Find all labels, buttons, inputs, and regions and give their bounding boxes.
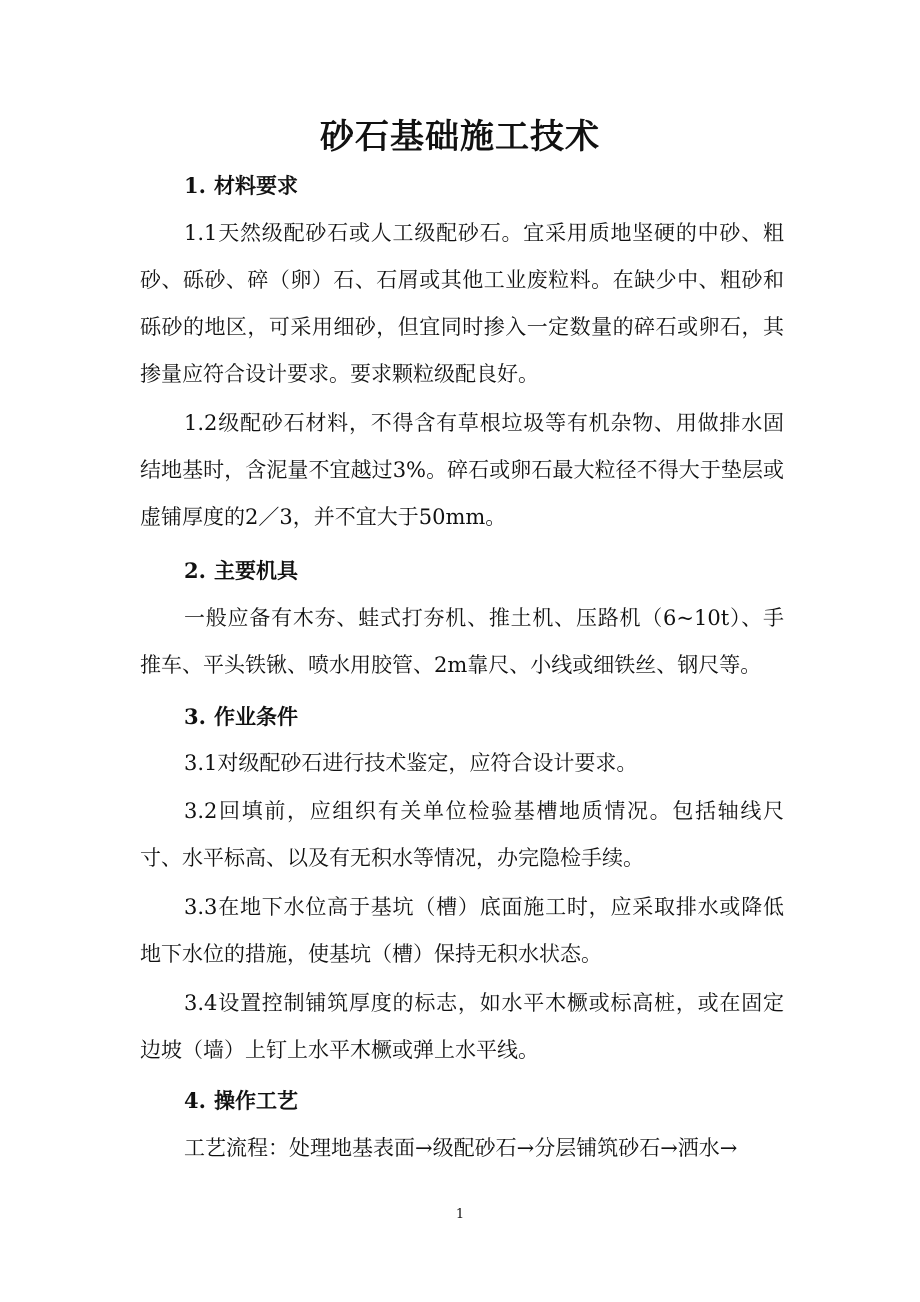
paragraph-4: 工艺流程：处理地基表面→级配砂石→分层铺筑砂石→洒水→ xyxy=(184,1136,738,1160)
section-heading-process xyxy=(184,1086,298,1116)
section-number: 1. xyxy=(184,173,206,198)
document-title: 砂石基础施工技术 xyxy=(320,117,600,157)
section-heading-equipment xyxy=(184,556,298,586)
paragraph-3-1: 3.1对级配砂石进行技术鉴定，应符合设计要求。 xyxy=(184,751,638,775)
section-number: 3. xyxy=(184,704,206,729)
paragraph-3-3: 3.3在地下水位高于基坑（槽）底面施工时，应采取排水或降低地下水位的措施，使基坑（槽）保持无积水状态。 xyxy=(140,895,784,966)
paragraph-3-4: 3.4设置控制铺筑厚度的标志，如水平木橛或标高桩，或在固定边坡（墙）上钉上水平木橛或弹上水平线。 xyxy=(140,991,784,1062)
paragraph-1-1: 1.1天然级配砂石或人工级配砂石。宜采用质地坚硬的中砂、粗砂、砾砂、碎（卵）石、石屑或其他工业废粒料。在缺少中、粗砂和砾砂的地区，可采用细砂，但宜同时掺入一定数量的碎石或卵石，其掺量应符合设计要求。要求颗粒级配良好。 xyxy=(140,221,784,386)
section-title: 作业条件 xyxy=(214,704,298,729)
section-heading-materials xyxy=(184,171,298,201)
paragraph-2: 一般应备有木夯、蛙式打夯机、推土机、压路机（6~10t）、手推车、平头铁锹、喷水用胶管、2m靠尺、小线或细铁丝、钢尺等。 xyxy=(140,606,784,677)
page-number: 1 xyxy=(455,1207,465,1222)
section-number: 4. xyxy=(184,1088,206,1113)
paragraph-3-2: 3.2回填前，应组织有关单位检验基槽地质情况。包括轴线尺寸、水平标高、以及有无积水等情况，办完隐检手续。 xyxy=(140,799,784,870)
section-title: 操作工艺 xyxy=(214,1088,298,1113)
paragraph-1-2: 1.2级配砂石材料，不得含有草根垃圾等有机杂物、用做排水固结地基时，含泥量不宜越过3%。碎石或卵石最大粒径不得大于垫层或虚铺厚度的2／3，并不宜大于50mm。 xyxy=(140,411,784,529)
section-title: 材料要求 xyxy=(214,173,298,198)
section-number: 2. xyxy=(184,558,206,583)
section-heading-conditions xyxy=(184,702,298,732)
section-title: 主要机具 xyxy=(214,558,298,583)
